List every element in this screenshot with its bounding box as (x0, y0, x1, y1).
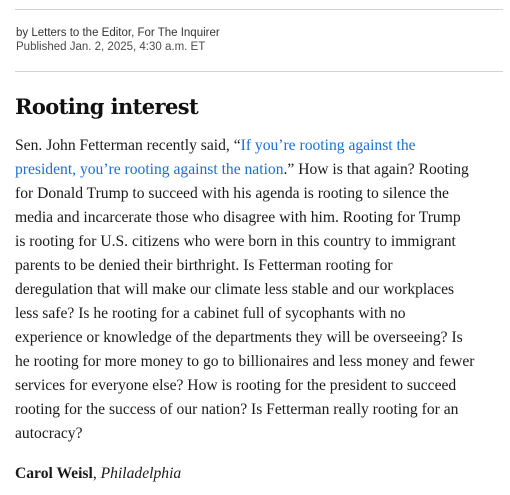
letter-body (15, 134, 507, 446)
body-line: he rooting for more money to go to billionaires and less money and fewer (15, 353, 475, 370)
body-line: for Donald Trump to succeed with his agenda is rooting to silence the (15, 185, 449, 202)
published-timestamp: Published Jan. 2, 2025, 4:30 a.m. ET (16, 41, 206, 53)
body-line (15, 158, 507, 182)
signature-separator: , (92, 465, 101, 482)
body-text-segment: Sen. John Fetterman recently said, “ (15, 137, 241, 154)
body-text-segment: .” How is that again? Rooting (283, 161, 469, 178)
author-city: Philadelphia (100, 465, 182, 482)
body-line: less safe? Is he rooting for a cabinet full of sycophants with no (15, 305, 406, 322)
body-line: parents to be denied their birthright. Is Fetterman rooting for (15, 257, 393, 274)
author-name: Carol Weisl (15, 465, 93, 482)
body-line: media and incarcerate those who disagree with him. Rooting for Trump (15, 209, 461, 226)
byline-author: by Letters to the Editor, For The Inquirer (16, 27, 220, 39)
body-line: deregulation that will make our climate less stable and our workplaces (15, 281, 455, 298)
body-line: experience or knowledge of the departments they will be overseeing? Is (15, 329, 463, 346)
body-line: autocracy? (15, 425, 83, 442)
letter-signature (15, 463, 181, 485)
byline (16, 26, 220, 54)
body-line: services for everyone else? How is rooting for the president to succeed (15, 377, 457, 394)
quote-link[interactable]: If you’re rooting against the (240, 137, 416, 154)
letter-headline: Rooting interest (15, 94, 199, 119)
body-line: rooting for the success of our nation? Is Fetterman really rooting for an (15, 401, 459, 418)
quote-link[interactable]: president, you’re rooting against the nation (15, 161, 284, 178)
body-line (15, 134, 507, 158)
top-divider (15, 9, 503, 10)
header-divider (15, 71, 503, 72)
body-line: is rooting for U.S. citizens who were born in this country to immigrant (15, 233, 456, 250)
